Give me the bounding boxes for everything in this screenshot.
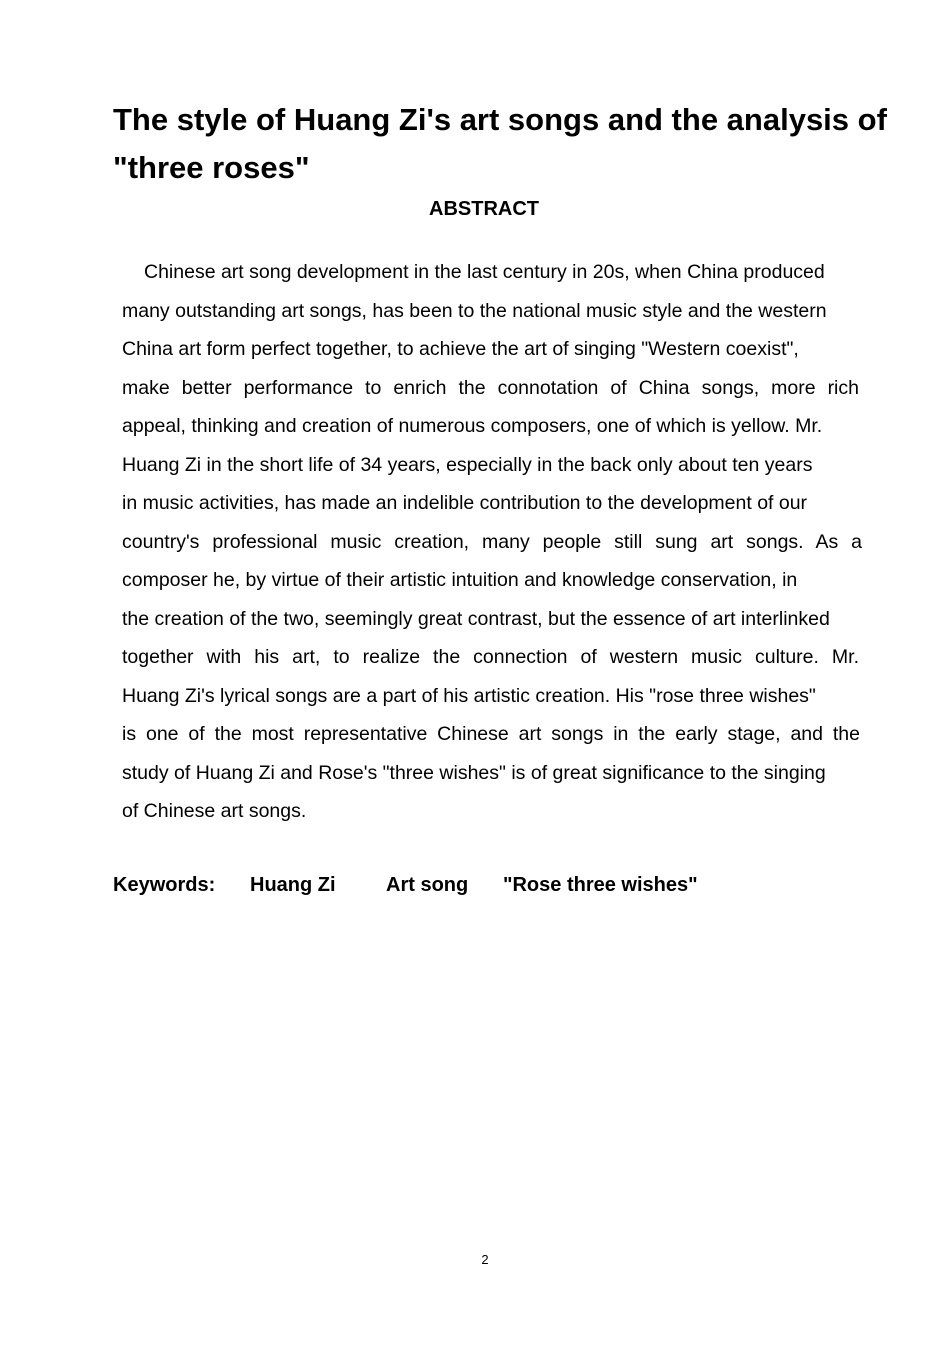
abstract-line: China art form perfect together, to achieve the art of singing "Western coexist", — [122, 338, 799, 360]
abstract-line: the creation of the two, seemingly great contrast, but the essence of art interlinked — [122, 607, 830, 630]
abstract-heading: ABSTRACT — [429, 198, 539, 220]
abstract-line: study of Huang Zi and Rose's "three wishes" is of great significance to the singing — [122, 761, 826, 784]
abstract-line: Huang Zi's lyrical songs are a part of his artistic creation. His "rose three wishes" — [122, 684, 816, 707]
abstract-line: many outstanding art songs, has been to the national music style and the western — [122, 299, 827, 322]
abstract-line: together with his art, to realize the connection of western music culture. Mr. — [122, 646, 859, 668]
keyword: "Rose three wishes" — [503, 874, 698, 896]
abstract-line: make better performance to enrich the connotation of China songs, more rich — [122, 376, 859, 399]
abstract-line: appeal, thinking and creation of numerous composers, one of which is yellow. Mr. — [122, 415, 823, 437]
page-number: 2 — [481, 1252, 489, 1267]
keyword: Art song — [386, 874, 469, 896]
abstract-line: Huang Zi in the short life of 34 years, especially in the back only about ten years — [122, 453, 813, 476]
keywords-line — [113, 872, 698, 898]
abstract-line: composer he, by virtue of their artistic intuition and knowledge conservation, in — [122, 569, 798, 591]
document-title: The style of Huang Zi's art songs and the analysis of "three roses" — [113, 102, 887, 185]
abstract-paragraph — [122, 253, 884, 831]
keywords-label: Keywords: — [113, 874, 216, 896]
abstract-line: Chinese art song development in the last century in 20s, when China produced — [144, 261, 825, 283]
abstract-line: in music activities, has made an indelible contribution to the development of our — [122, 492, 808, 514]
abstract-line: is one of the most representative Chinese art songs in the early stage, and the — [122, 723, 860, 745]
keyword: Huang Zi — [250, 874, 336, 896]
abstract-line: country's professional music creation, many people still sung art songs. As a — [122, 530, 862, 553]
abstract-line: of Chinese art songs. — [122, 800, 307, 822]
